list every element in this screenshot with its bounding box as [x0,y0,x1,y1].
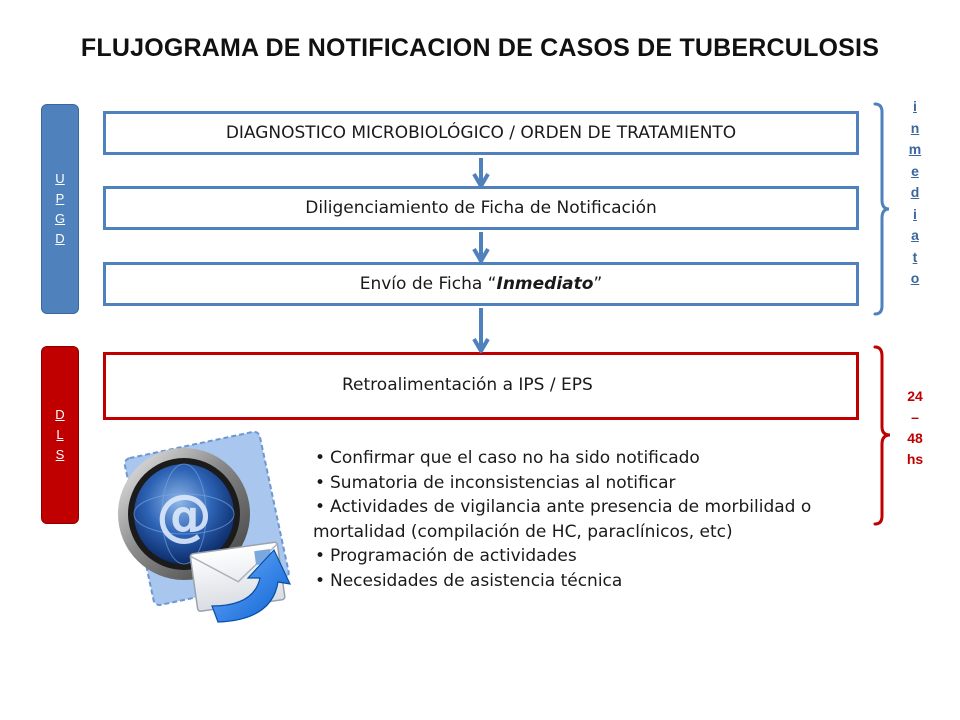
window-line: hs [906,451,924,467]
list-item: • Confirmar que el caso no ha sido notificado [313,446,873,471]
window-line: 48 [907,430,923,446]
step-diagnostico [103,111,859,155]
immediate-letter: a [911,227,919,243]
bracket-24-48 [875,347,890,524]
step-diligenciamiento-text: Diligenciamiento de Ficha de Notificación [305,198,657,218]
immediate-letter: t [912,248,918,265]
lane-upgd [41,104,79,314]
step-envio-emphasis: Inmediato [496,274,594,294]
immediate-letter: o [910,270,920,286]
step-retroalimentacion-text: Retroalimentación a IPS / EPS [342,375,593,395]
immediate-letter: m [908,141,922,157]
lane-upgd-letter: D [55,231,65,246]
page-title: FLUJOGRAMA DE NOTIFICACION DE CASOS DE TUBERCULOSIS [80,34,880,62]
immediate-letter: n [910,119,920,136]
list-item-text: Actividades de vigilancia ante presencia de morbilidad o mortalidad (compilación de HC, paraclínicos, etc) [313,497,812,542]
lane-dls [41,346,79,524]
window-label [893,386,937,470]
step-retroalimentacion [103,352,859,420]
step-envio-suffix: ” [593,274,603,294]
list-item [313,495,873,544]
actions-list [313,446,873,593]
arrow-head-3 [474,339,488,351]
svg-text:@: @ [156,483,212,548]
immediate-letter: i [913,205,917,222]
arrow-head-1 [474,174,488,186]
lane-upgd-letter: P [55,191,65,206]
immediate-letter: d [910,184,920,200]
email-icon-graphic [108,430,296,626]
immediate-letter: i [913,98,917,114]
immediate-letter: e [911,162,919,179]
list-item: • Necesidades de asistencia técnica [313,569,873,594]
window-line: 24 [907,388,923,404]
step-envio-ficha-text [360,274,603,294]
bracket-inmediato [875,104,889,314]
window-line: – [911,409,919,425]
list-item: • Sumatoria de inconsistencias al notificar [313,471,873,496]
list-item: • Programación de actividades [313,544,873,569]
lane-dls-letter: L [56,427,64,442]
lane-upgd-letter: G [54,211,66,226]
immediate-label [905,96,925,290]
lane-dls-label [55,405,64,465]
lane-dls-letter: S [55,447,65,462]
step-diagnostico-text: DIAGNOSTICO MICROBIOLÓGICO / ORDEN DE TRATAMIENTO [225,123,737,143]
email-at-envelope-icon [108,430,296,626]
arrow-head-2 [474,249,488,261]
lane-dls-letter: D [55,407,65,422]
step-envio-prefix: Envío de Ficha “ [359,274,497,294]
step-diligenciamiento [103,186,859,230]
step-envio-ficha [103,262,859,306]
lane-upgd-label [55,169,65,249]
lane-upgd-letter: U [55,171,65,186]
